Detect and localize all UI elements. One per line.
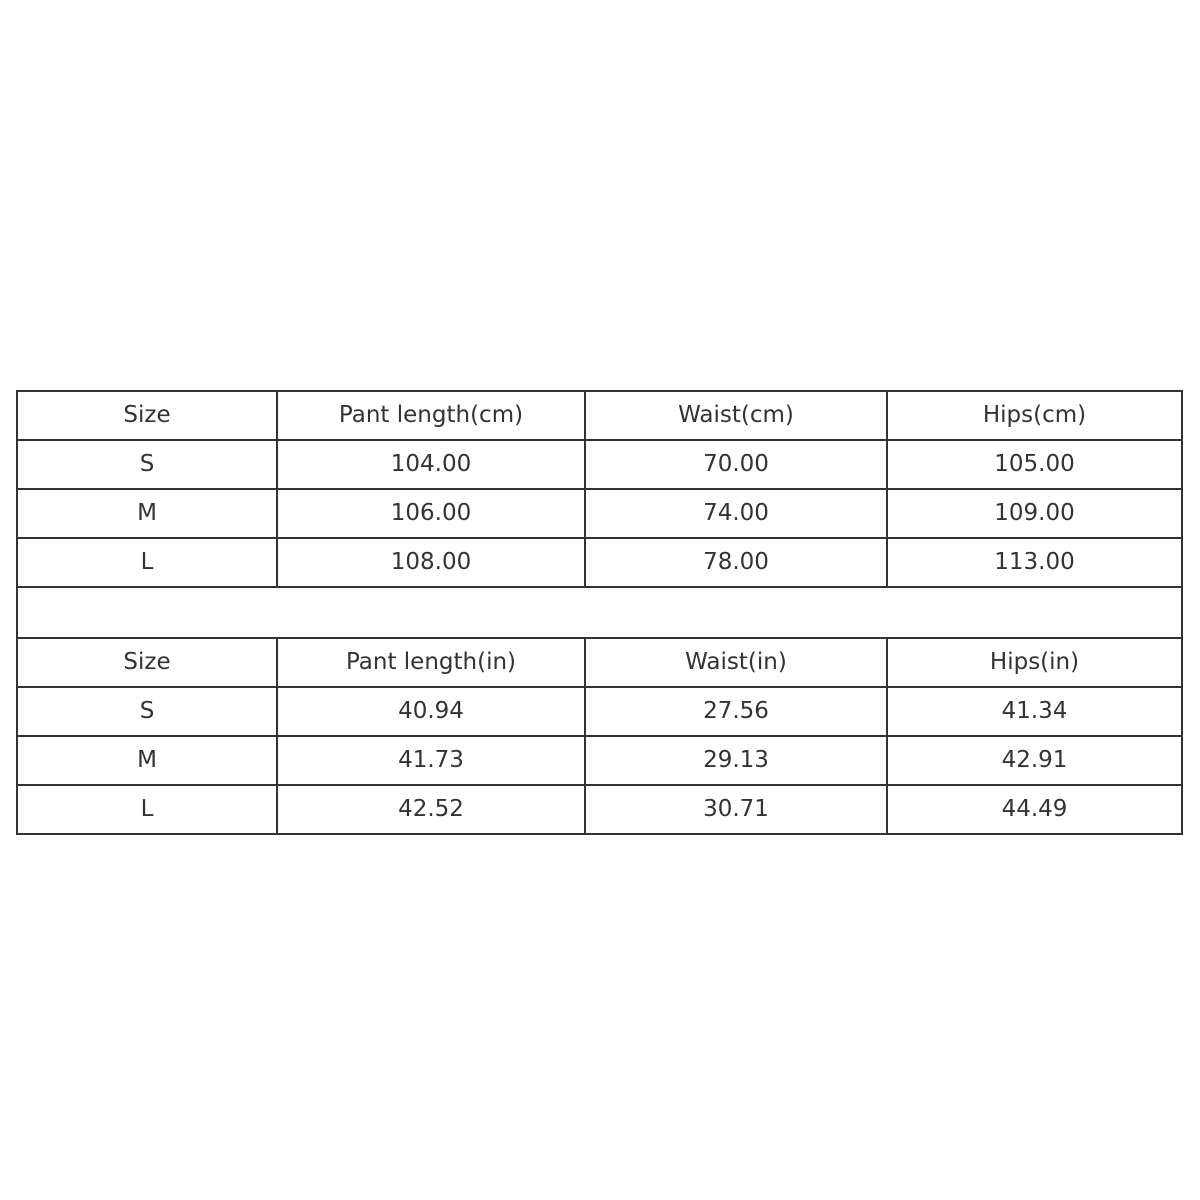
table-cell: 27.56 <box>585 687 887 736</box>
table-cell: L <box>17 538 277 587</box>
header-cell: Hips(in) <box>887 638 1182 687</box>
in-header-row <box>17 638 1182 687</box>
spacer-cell <box>17 587 1182 638</box>
table-cell: 42.91 <box>887 736 1182 785</box>
table-cell: 41.34 <box>887 687 1182 736</box>
table-row <box>17 440 1182 489</box>
table-cell: 42.52 <box>277 785 585 834</box>
size-chart-table <box>16 390 1183 835</box>
table-row <box>17 736 1182 785</box>
header-cell: Waist(cm) <box>585 391 887 440</box>
header-cell: Size <box>17 391 277 440</box>
table-cell: 30.71 <box>585 785 887 834</box>
table-cell: M <box>17 736 277 785</box>
header-cell: Hips(cm) <box>887 391 1182 440</box>
table-cell: 41.73 <box>277 736 585 785</box>
header-cell: Pant length(in) <box>277 638 585 687</box>
table-cell: S <box>17 440 277 489</box>
table-cell: 44.49 <box>887 785 1182 834</box>
table-cell: 104.00 <box>277 440 585 489</box>
table-cell: 113.00 <box>887 538 1182 587</box>
table-cell: S <box>17 687 277 736</box>
table-cell: 108.00 <box>277 538 585 587</box>
table-row <box>17 687 1182 736</box>
table-row <box>17 489 1182 538</box>
table-cell: 105.00 <box>887 440 1182 489</box>
table-row <box>17 538 1182 587</box>
table-cell: 106.00 <box>277 489 585 538</box>
table-cell: 70.00 <box>585 440 887 489</box>
table-cell: 29.13 <box>585 736 887 785</box>
table-cell: M <box>17 489 277 538</box>
table-cell: 40.94 <box>277 687 585 736</box>
cm-header-row <box>17 391 1182 440</box>
table-row <box>17 785 1182 834</box>
spacer-row <box>17 587 1182 638</box>
table-cell: 109.00 <box>887 489 1182 538</box>
table-cell: L <box>17 785 277 834</box>
header-cell: Pant length(cm) <box>277 391 585 440</box>
table-cell: 78.00 <box>585 538 887 587</box>
header-cell: Waist(in) <box>585 638 887 687</box>
table-cell: 74.00 <box>585 489 887 538</box>
header-cell: Size <box>17 638 277 687</box>
